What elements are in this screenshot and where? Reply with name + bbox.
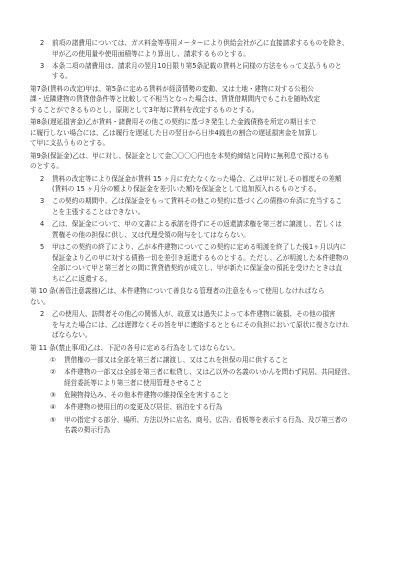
item-text: 本件建物の一部又は全部を第三者に転貸し、又は乙以外の名義のいかんを問わず同居、共同経営、 経営委託等により第三者に使用管理させること <box>64 368 355 387</box>
article-text: 甲は、第5条に定める賃料が経済情勢の変動、又は土地・建物に対する公租公 課・近隣建物の賃貸借条件等と比較して不相当となった場合は、賃貸借期間内でもこれを随時改定 することができるものとし、原則として3年毎に賃料を改定するものとする。 <box>30 84 321 114</box>
article-10-clauses <box>40 309 380 341</box>
item-text: 本件建物の使用目的の変更及び居住、宿泊をする行為 <box>64 403 223 412</box>
article-11-item-1 <box>40 355 380 366</box>
clause-text: この契約の期間中、乙は保証金をもって賃料その他この契約に基づく乙の債務の弁済に充当するこ とを主張することはできない。 <box>52 197 343 217</box>
item-text: 危険物持込み、その他本件建物の維持保全を害すること <box>64 391 230 400</box>
clause-text: 賃料の改定等により保証金が賃料 15 ヶ月に充たなくなった場合、乙は甲に対しその都度その差額 (賃料の 15 ヶ月分の額より保証金を差引いた額)を保証金として追加預入れるものとする。 <box>52 174 342 194</box>
article-9-clause-2 <box>40 174 380 195</box>
article-5-continuation <box>40 38 380 82</box>
article-title: 第 10 条(善管注意義務) <box>30 287 101 296</box>
article-11 <box>30 343 380 354</box>
article-11-items <box>40 355 380 436</box>
article-9 <box>30 151 380 172</box>
article-title: 第 11 条(禁止事項) <box>30 343 88 352</box>
clause-number: 4 <box>40 220 45 229</box>
clause-number: 2 <box>40 39 45 47</box>
article-5-clause-3 <box>40 61 380 82</box>
clause-text: 本条二項の諸費用は、請求月の翌月10日限り第5条記載の賃料と同様の方法をもって支払うものと する。 <box>52 61 342 81</box>
item-number: ① <box>50 355 56 364</box>
article-title: 第9条(保証金) <box>30 151 73 160</box>
article-11-item-5 <box>40 415 380 436</box>
clause-number: 5 <box>40 243 45 252</box>
clause-text: 乙は、保証金について、甲の文書による承諾を得ずにその返還請求権を第三者に譲渡し、若しくは 質権その他の担保に供し、又は代理受領の附与をしてはならない。 <box>52 220 342 239</box>
clause-number: 2 <box>40 174 45 183</box>
article-11-item-3 <box>40 390 380 401</box>
clause-number: 2 <box>40 310 45 319</box>
article-11-item-4 <box>40 402 380 413</box>
article-text: 乙は、本件建物について善良なる管理者の注意をもって使用しなければなら ない。 <box>30 287 325 306</box>
article-9-clauses <box>40 174 380 285</box>
clause-number: 3 <box>40 61 45 70</box>
article-9-clause-5 <box>40 242 380 284</box>
article-10 <box>30 286 380 307</box>
item-number: ⑤ <box>50 415 56 424</box>
article-title: 第8条(遅延損害金) <box>30 118 86 127</box>
article-9-clause-4 <box>40 219 380 240</box>
article-11-item-2 <box>40 367 380 388</box>
item-number: ② <box>50 368 56 377</box>
item-text: 賃借権の一部又は全部を第三者に譲渡し、又はこれを担保の用に供すること <box>64 355 289 364</box>
article-5-clause-2 <box>40 38 380 59</box>
article-text: 乙は、下記の各号に定める行為をしてはならない。 <box>87 343 239 352</box>
article-title: 第7条(賃料の改定) <box>30 84 86 93</box>
clause-text: 前項の諸費用については、ガス料金等専用メーターにより供給会社が乙に直接請求するものを除き、 甲が乙の使用量や使用面積等により算出し、請求するものとする。 <box>52 39 349 58</box>
clause-text: 甲はこの契約の終了により、乙が本件建物についてこの契約に定める明渡を終了した後1ヶ月以内に 保証金より乙の甲に対する債務一切を差引き返還するものとする。ただし、乙が明渡した本件建物の 全部について甲と第三者との間に賃貸借契約が成立し、甲が新たに保証金の預託を受けたときは直 ちに乙に返還する。 <box>52 243 349 283</box>
item-number: ③ <box>50 391 56 400</box>
item-number: ④ <box>50 403 56 412</box>
article-text: 乙は、甲に対し、保証金として金〇〇〇〇円也を本契約締結と同時に無利息で預けるも のとする。 <box>30 151 330 171</box>
article-text: 乙が賃料・諸費用その他この契約に基づき発生した金銭債務を所定の期日まで に履行しない場合には、乙は履行を遅延した日の翌日から日歩4銭也の割合の遅延損害金を加算し て甲に支払うものとする。 <box>30 118 318 148</box>
clause-text: 乙の使用人、訪問者その他乙の関係人が、故意又は過失によって本件建物に破損、その他の損害 を与えた場合には、乙は遅滞なくその旨を甲に連絡するとともにその負担において原状に復さなけれ ばならない。 <box>52 310 349 340</box>
clause-number: 3 <box>40 197 45 206</box>
article-8 <box>30 117 380 149</box>
article-7 <box>30 84 380 116</box>
article-10-clause-2 <box>40 309 380 341</box>
article-9-clause-3 <box>40 196 380 217</box>
item-text: 甲の指定する部分、場所、方法以外に店名、商号、広告、看板等を表示する行為、及び第三者の 名義の掲示行為 <box>64 415 348 435</box>
